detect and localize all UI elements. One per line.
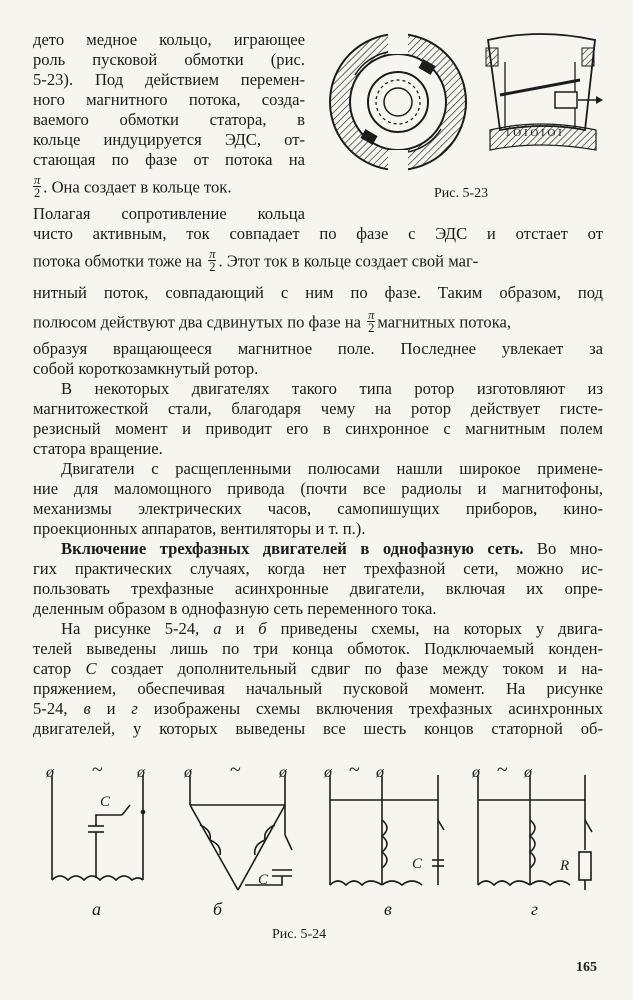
text-line: чисто активным, ток совпадает по фазе с ЭДС и отстает от (33, 224, 603, 243)
text-line: магнитожесткой стали, благодаря чему на ротор действует гисте- (33, 399, 603, 418)
terminal-symbol: ø (137, 764, 145, 781)
circuit-label-v: в (384, 899, 392, 919)
text-line: 5-24, в и г изображены схемы включения трехфазных асинхронных (33, 699, 603, 718)
text-line: роль пусковой обмотки (рис. (33, 50, 305, 69)
circuit-g (478, 775, 592, 890)
text-line-with-fraction: потока обмотки тоже на $\frac{\pi}{2}$ . Этот ток в кольце создает свой маг- (33, 247, 479, 274)
circuit-a (52, 775, 145, 880)
text-line-with-fraction: $\frac{\pi}{2}$ . Она создает в кольце ток. (34, 173, 232, 200)
ac-symbol: ~ (92, 759, 103, 781)
text-line: пряжением, обеспечивая начальный пусковой момент. На рисунке (33, 679, 603, 698)
circuit-label-b: б (213, 899, 223, 919)
fraction-pi-over-2: $\frac{\pi}{2}$ (209, 247, 216, 274)
capacitor-label: C (258, 872, 269, 888)
text-line: двигателей, у которых выведены все шесть концов статорной об- (33, 719, 603, 738)
page-number: 165 (576, 960, 597, 975)
terminal-symbol: ø (324, 764, 332, 781)
text-line: стающая по фазе от потока на (33, 150, 305, 169)
text-line: Полагая сопротивление кольца (33, 204, 305, 223)
text-line: На рисунке 5-24, а и б приведены схемы, на которых у двига- (61, 619, 603, 638)
text-line: ного магнитного потока, созда- (33, 90, 305, 109)
text-line: механизмы электрических часов, самопишущих приборов, кино- (33, 499, 603, 518)
text-line: сатор С создает дополнительный сдвиг по фазе между током и на- (33, 659, 603, 678)
text-line: Двигатели с расщепленными полюсами нашли широкое примене- (61, 459, 603, 478)
section-heading-line: Включение трехфазных двигателей в однофазную сеть. Во мно- (61, 539, 604, 558)
circuit-b (190, 775, 292, 890)
text-line: ние для маломощного привода (почти все радиолы и магнитофоны, (33, 479, 603, 498)
circuit-label-g: г (531, 899, 539, 919)
text-line: нитный поток, совпадающий с ним по фазе. Таким образом, под (33, 283, 603, 302)
circuit-v (330, 775, 444, 885)
terminal-symbol: ø (472, 764, 480, 781)
fraction-pi-over-2: $\frac{\pi}{2}$ (368, 308, 375, 335)
ac-symbol: ~ (497, 759, 508, 781)
text-line: проекционных аппаратов, вентиляторы и т. п.). (33, 519, 366, 538)
terminal-symbol: ø (46, 764, 54, 781)
figure-5-24-caption: Рис. 5-24 (272, 927, 327, 942)
text-line: образуя вращающееся магнитное поле. Последнее увлекает за (33, 339, 603, 358)
text-line-with-fraction: полюсом действуют два сдвинутых по фазе на $\frac{\pi}{2}$ магнитных потока, (33, 308, 512, 335)
text-line: В некоторых двигателях такого типа ротор изготовляют из (61, 379, 603, 398)
resistor-label: R (560, 858, 570, 874)
terminal-symbol: ø (524, 764, 532, 781)
text-line: деленным образом в однофазную сеть переменного тока. (33, 599, 437, 618)
text-line: ваемого обмотки статора, в (33, 110, 305, 129)
ac-symbol: ~ (230, 759, 241, 781)
svg-text:1 O I O I O I: 1 O I O I O I (505, 127, 562, 139)
ac-symbol: ~ (349, 759, 360, 781)
fraction-pi-over-2: $\frac{\pi}{2}$ (34, 173, 41, 200)
text-line: гих практических случаях, когда нет трехфазной сети, можно ис- (33, 559, 603, 578)
text-line: собой короткозамкнутый ротор. (33, 359, 259, 378)
text-line: кольце индуцируется ЭДС, от- (33, 130, 305, 149)
capacitor-label: C (100, 794, 111, 810)
text-line: телей выведены лишь по три конца обмоток. Подключаемый конден- (33, 639, 603, 658)
terminal-symbol: ø (376, 764, 384, 781)
text-line: 5-23). Под действием перемен- (33, 70, 305, 89)
text-line: пользовать трехфазные асинхронные двигатели, включая их опре- (33, 579, 603, 598)
terminal-symbol: ø (184, 764, 192, 781)
text-line: статора вращение. (33, 439, 163, 458)
figure-5-23-caption: Рис. 5-23 (434, 186, 489, 201)
text-line: резисный момент и приводит его в синхронное с магнитным полем (33, 419, 603, 438)
text-line: дето медное кольцо, играющее (33, 30, 305, 49)
capacitor-label: C (412, 856, 423, 872)
circuit-label-a: а (92, 899, 101, 919)
terminal-symbol: ø (279, 764, 287, 781)
figure-5-24-labels (45, 759, 569, 919)
